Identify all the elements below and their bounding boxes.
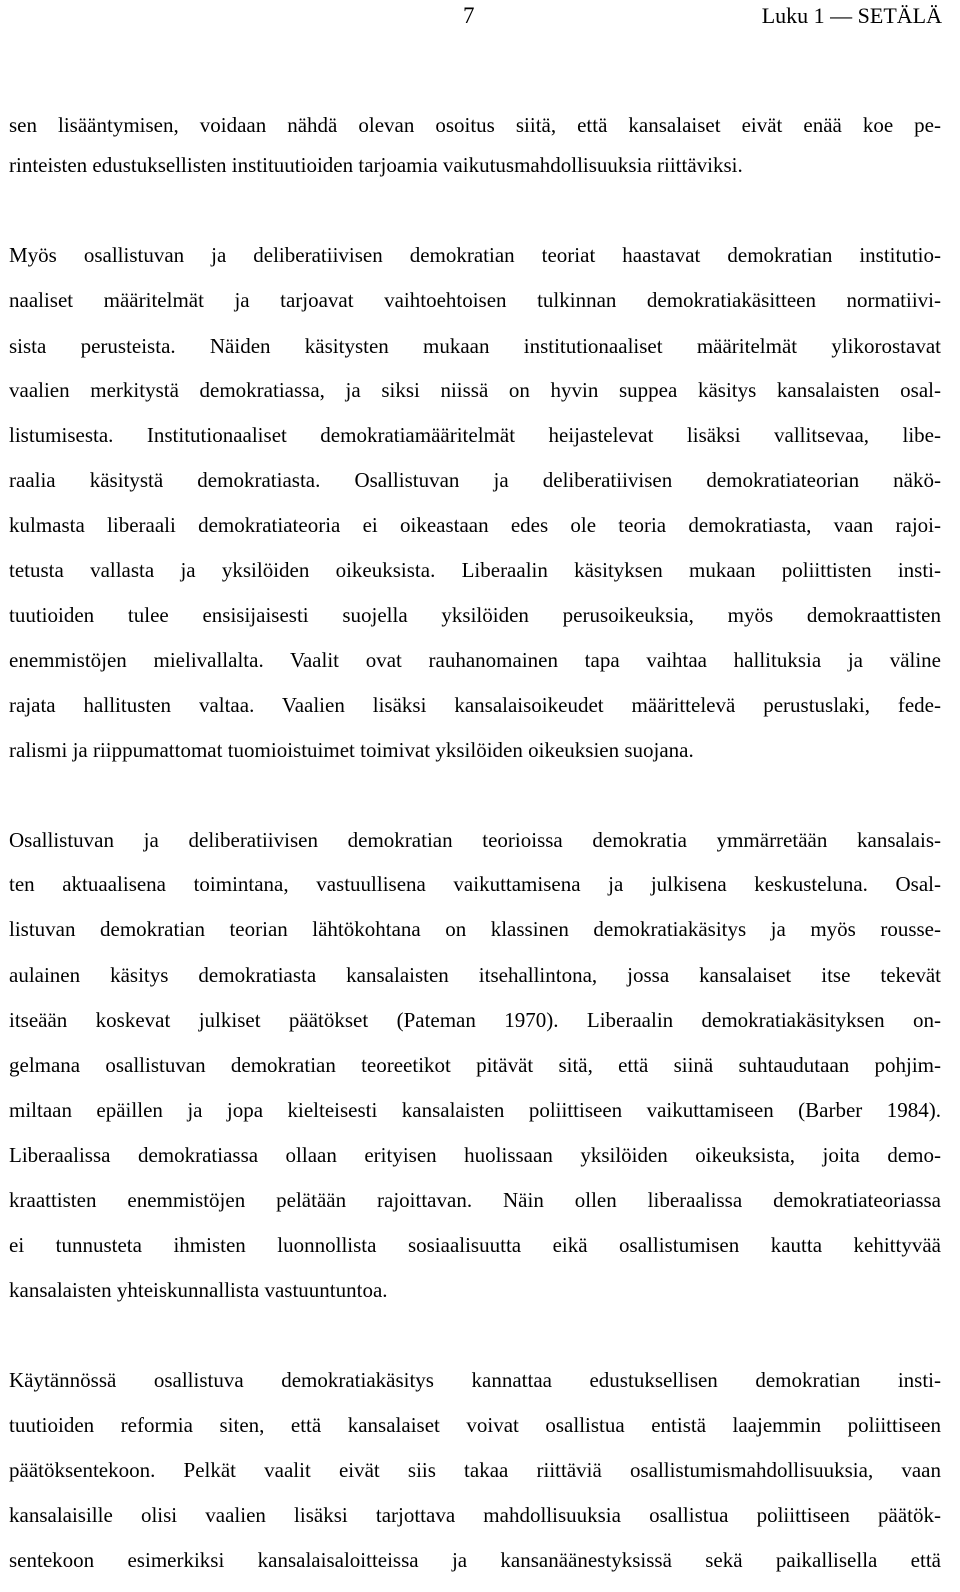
text-line: vaalien merkitystä demokratiassa, ja siksi niissä on hyvin suppea käsitys kansalaisten osal- [9,378,941,402]
text-line: kansalaisten yhteiskunnallista vastuuntuntoa. [9,1278,388,1302]
text-line: tuutioiden reformia siten, että kansalaiset voivat osallistua entistä laajemmin poliittiseen [9,1413,941,1437]
text-line: ralismi ja riippumattomat tuomioistuimet toimivat yksilöiden oikeuksien suojana. [9,738,694,762]
text-line: rajata hallitusten valtaa. Vaalien lisäksi kansalaisoikeudet määrittelevä perustuslaki, fede- [9,693,941,717]
text-line: gelmana osallistuvan demokratian teoreetikot pitävät sitä, että siinä suhtaudutaan pohjim- [9,1053,941,1077]
text-line: ten aktuaalisena toimintana, vastuullisena vaikuttamisena ja julkisena keskusteluna. Osal- [9,872,941,896]
text-line: raalia käsitystä demokratiasta. Osallistuvan ja deliberatiivisen demokratiateorian näkö- [9,468,941,492]
text-line: sista perusteista. Näiden käsitysten mukaan institutionaaliset määritelmät ylikorostavat [9,334,941,358]
text-line: tetusta vallasta ja yksilöiden oikeuksista. Liberaalin käsityksen mukaan poliittisten insti- [9,558,941,582]
page-number: 7 [463,3,475,28]
text-line: Myös osallistuvan ja deliberatiivisen demokratian teoriat haastavat demokratian institutio- [9,243,941,267]
text-line: kulmasta liberaali demokratiateoria ei oikeastaan edes ole teoria demokratiasta, vaan rajoi- [9,513,941,537]
running-head: Luku 1 — SETÄLÄ [761,3,942,28]
text-line: sen lisääntymisen, voidaan nähdä olevan osoitus siitä, että kansalaiset eivät enää koe pe- [9,113,941,137]
text-line: rinteisten edustuksellisten instituutioiden tarjoamia vaikutusmahdollisuuksia riittäviksi. [9,153,743,177]
text-line: naaliset määritelmät ja tarjoavat vaihtoehtoisen tulkinnan demokratiakäsitteen normatiivi- [9,288,941,312]
text-line: sentekoon esimerkiksi kansalaisaloitteissa ja kansanäänestyksissä sekä paikallisella että [9,1548,941,1572]
text-line: tuutioiden tulee ensisijaisesti suojella yksilöiden perusoikeuksia, myös demokraattisten [9,603,941,627]
text-line: kansalaisille olisi vaalien lisäksi tarjottava mahdollisuuksia osallistua poliittiseen päätök- [9,1503,941,1527]
text-line: ei tunnusteta ihmisten luonnollista sosiaalisuutta eikä osallistumisen kautta kehittyvää [9,1233,941,1257]
text-line: Liberaalissa demokratiassa ollaan erityisen huolissaan yksilöiden oikeuksista, joita demo- [9,1143,941,1167]
text-line: miltaan epäillen ja jopa kielteisesti kansalaisten poliittiseen vaikuttamiseen (Barber 1984). [9,1098,941,1122]
text-line: itseään koskevat julkiset päätökset (Pateman 1970). Liberaalin demokratiakäsityksen on- [9,1008,941,1032]
text-line: kraattisten enemmistöjen pelätään rajoittavan. Näin ollen liberaalissa demokratiateoriassa [9,1188,941,1212]
text-line: listuvan demokratian teorian lähtökohtana on klassinen demokratiakäsitys ja myös rousse- [9,917,941,941]
text-line: enemmistöjen mielivallalta. Vaalit ovat rauhanomainen tapa vaihtaa hallituksia ja väline [9,648,941,672]
text-line: Osallistuvan ja deliberatiivisen demokratian teorioissa demokratia ymmärretään kansalais- [9,828,941,852]
text-line: päätöksentekoon. Pelkät vaalit eivät siis takaa riittäviä osallistumismahdollisuuksia, vaan [9,1458,941,1482]
page-header [0,0,960,40]
text-line: listumisesta. Institutionaaliset demokratiamääritelmät heijastelevat lisäksi vallitsevaa, libe- [9,423,941,447]
text-line: aulainen käsitys demokratiasta kansalaisten itsehallintona, jossa kansalaiset itse tekevät [9,963,941,987]
text-line: Käytännössä osallistuva demokratiakäsitys kannattaa edustuksellisen demokratian insti- [9,1368,941,1392]
